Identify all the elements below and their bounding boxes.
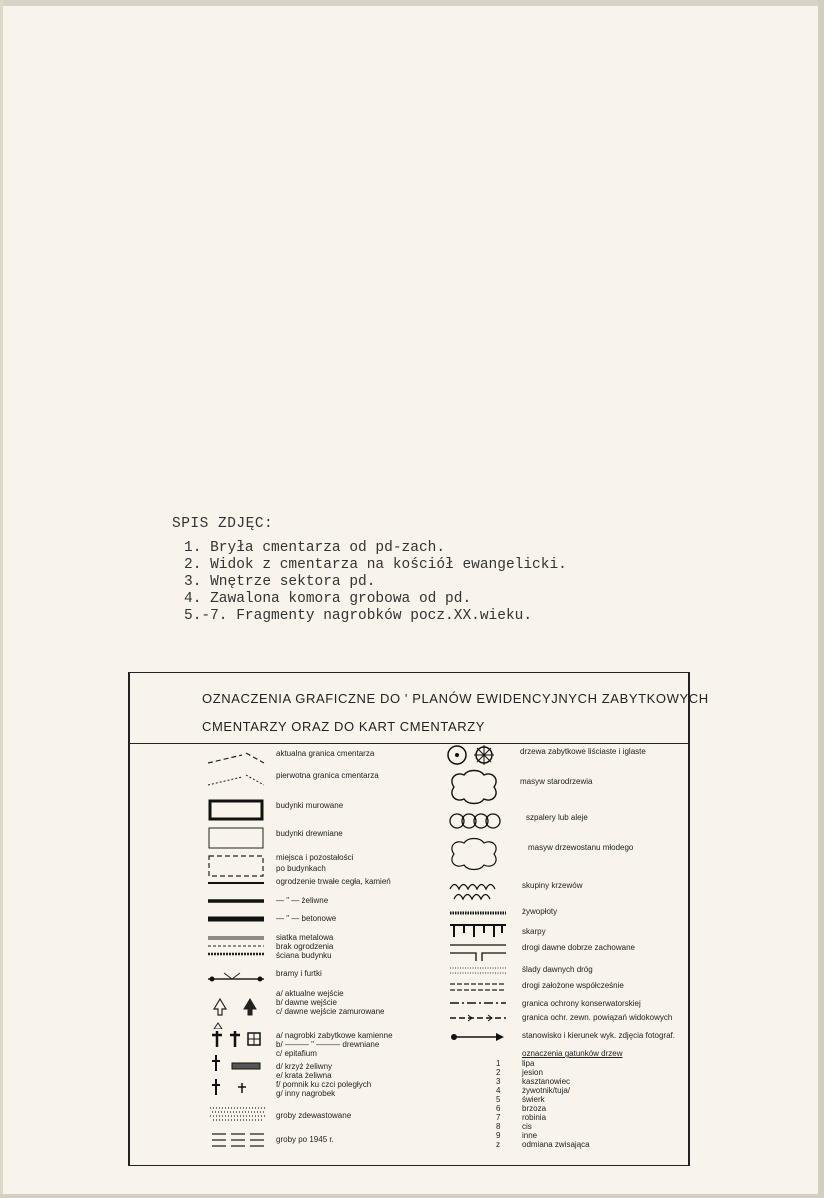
legend-label: brak ogrodzenia xyxy=(276,942,334,951)
species-number: 1 xyxy=(496,1059,501,1068)
species-number: 7 xyxy=(496,1113,501,1122)
fence-mesh-symbol xyxy=(208,933,264,959)
legend-label: granica ochrony konserwatorskiej xyxy=(522,999,641,1008)
legend-label: żywopłoty xyxy=(522,907,558,916)
entry-symbols xyxy=(208,989,268,1029)
photo-list-item: 1. Bryła cmentarza od pd-zach. xyxy=(184,540,446,556)
legend-title-line2: CMENTARZY ORAZ DO KART CMENTARZY xyxy=(202,719,486,734)
species-name: brzoza xyxy=(522,1104,547,1113)
slopes-symbol xyxy=(450,923,506,939)
legend-label: groby zdewastowane xyxy=(276,1111,352,1120)
legend-label: budynki drewniane xyxy=(276,829,343,838)
legend-label: g/ inny nagrobek xyxy=(276,1089,336,1098)
landscape-zone-symbol xyxy=(450,1013,506,1023)
species-number: 5 xyxy=(496,1095,501,1104)
species-number: 9 xyxy=(496,1131,501,1140)
current-border-symbol xyxy=(206,749,266,767)
legend-label: ślady dawnych dróg xyxy=(522,965,593,974)
alleys-symbol xyxy=(448,811,504,831)
species-number: 3 xyxy=(496,1077,501,1086)
legend-label: a/ aktualne wejście xyxy=(276,989,344,998)
photo-list-items xyxy=(184,540,642,625)
legend-label: masyw drzewostanu młodego xyxy=(528,843,634,852)
gate-symbol xyxy=(206,969,266,983)
species-name: odmiana zwisająca xyxy=(522,1140,590,1149)
legend-label: b/ dawne wejście xyxy=(276,998,337,1007)
legend-label: siatka metalowa xyxy=(276,933,334,942)
legend-box xyxy=(128,672,709,1166)
photo-list xyxy=(172,516,642,625)
legend-label: e/ krata żeliwna xyxy=(276,1071,332,1080)
original-border-symbol xyxy=(206,771,266,789)
photo-list-item: 4. Zawalona komora grobowa od pd. xyxy=(184,591,472,607)
legend-label: granica ochr. zewn. powiązań widokowych xyxy=(522,1013,673,1022)
species-number: 4 xyxy=(496,1086,501,1095)
hedges-symbol xyxy=(450,907,506,917)
legend-label: ogrodzenie trwałe cegła, kamień xyxy=(276,877,391,886)
shrubs-symbol xyxy=(448,879,504,903)
graves-1945-symbol xyxy=(212,1131,264,1149)
former-building-symbol xyxy=(208,855,264,877)
brick-building-symbol xyxy=(208,799,264,821)
page-edge-top xyxy=(0,0,824,6)
legend-label: c/ epitafium xyxy=(276,1049,317,1058)
page-edge-bottom xyxy=(0,1194,824,1198)
legend-label: — " — żeliwne xyxy=(276,896,329,905)
legend-label: po budynkach xyxy=(276,864,326,873)
old-trees-symbol xyxy=(446,743,502,767)
legend-label: pierwotna granica cmentarza xyxy=(276,771,379,780)
legend-label: c/ dawne wejście zamurowane xyxy=(276,1007,385,1016)
species-name: żywotnik/tuja/ xyxy=(522,1086,571,1095)
legend-label: skarpy xyxy=(522,927,546,936)
legend-label: bramy i furtki xyxy=(276,969,322,978)
legend-label: miejsca i pozostałości xyxy=(276,853,354,862)
page-edge-left xyxy=(0,0,3,1198)
legend-label: masyw starodrzewia xyxy=(520,777,593,786)
new-roads-symbol xyxy=(450,981,506,993)
fence-concrete-symbol xyxy=(208,915,264,923)
tomb-symbols xyxy=(208,1029,270,1101)
legend-label: aktualna granica cmentarza xyxy=(276,749,375,758)
legend-label: — " — betonowe xyxy=(276,914,337,923)
legend-label: drogi założone współcześnie xyxy=(522,981,624,990)
legend-label: a/ nagrobki zabytkowe kamienne xyxy=(276,1031,393,1040)
leveled-graves-symbol xyxy=(210,1105,266,1125)
legend-label: drogi dawne dobrze zachowane xyxy=(522,943,635,952)
species-name: inne xyxy=(522,1131,538,1140)
legend-label: groby po 1945 r. xyxy=(276,1135,334,1144)
species-number: 6 xyxy=(496,1104,501,1113)
species-name: lipa xyxy=(522,1059,535,1068)
legend-label: stanowisko i kierunek wyk. zdjęcia fotograf. xyxy=(522,1031,675,1040)
species-name: robinia xyxy=(522,1113,547,1122)
page-edge-right xyxy=(818,0,824,1198)
species-name: jesion xyxy=(522,1068,543,1077)
legend-label: drzewa zabytkowe liściaste i iglaste xyxy=(520,747,646,756)
legend-title-line1: OZNACZENIA GRAFICZNE DO ' PLANÓW EWIDENCYJNYCH ZABYTKOWYCH xyxy=(202,691,709,706)
species-name: cis xyxy=(522,1122,532,1131)
photo-list-item: 2. Widok z cmentarza na kościół ewangelicki. xyxy=(184,557,567,573)
photo-position-symbol xyxy=(450,1031,506,1043)
photo-list-item: 3. Wnętrze sektora pd. xyxy=(184,574,376,590)
fence-iron-symbol xyxy=(208,897,264,905)
legend-label: d/ krzyż żeliwny xyxy=(276,1062,333,1071)
old-stand-symbol xyxy=(446,769,502,805)
photo-list-title: SPIS ZDJĘC: xyxy=(172,516,274,532)
protection-border-symbol xyxy=(450,999,506,1007)
wooden-building-symbol xyxy=(208,827,264,849)
species-number: 2 xyxy=(496,1068,501,1077)
legend-label: ściana budynku xyxy=(276,951,332,960)
legend-label: szpalery lub aleje xyxy=(526,813,588,822)
species-number: z xyxy=(496,1140,500,1149)
photo-list-item: 5.-7. Fragmenty nagrobków pocz.XX.wieku. xyxy=(184,608,533,624)
young-stand-symbol xyxy=(446,837,502,871)
road-traces-symbol xyxy=(450,965,506,975)
fence-solid-symbol xyxy=(208,879,264,887)
legend-label: b/ ——— " ——— drewniane xyxy=(276,1040,380,1049)
species-name: świerk xyxy=(522,1095,545,1104)
legend-label: budynki murowane xyxy=(276,801,344,810)
old-roads-symbol xyxy=(450,941,506,961)
species-title: oznaczenia gatunków drzew xyxy=(522,1049,623,1058)
legend-label: f/ pomnik ku czci poległych xyxy=(276,1080,372,1089)
species-name: kasztanowiec xyxy=(522,1077,571,1086)
species-number: 8 xyxy=(496,1122,501,1131)
legend-label: skupiny krzewów xyxy=(522,881,583,890)
legend-header xyxy=(130,673,709,744)
